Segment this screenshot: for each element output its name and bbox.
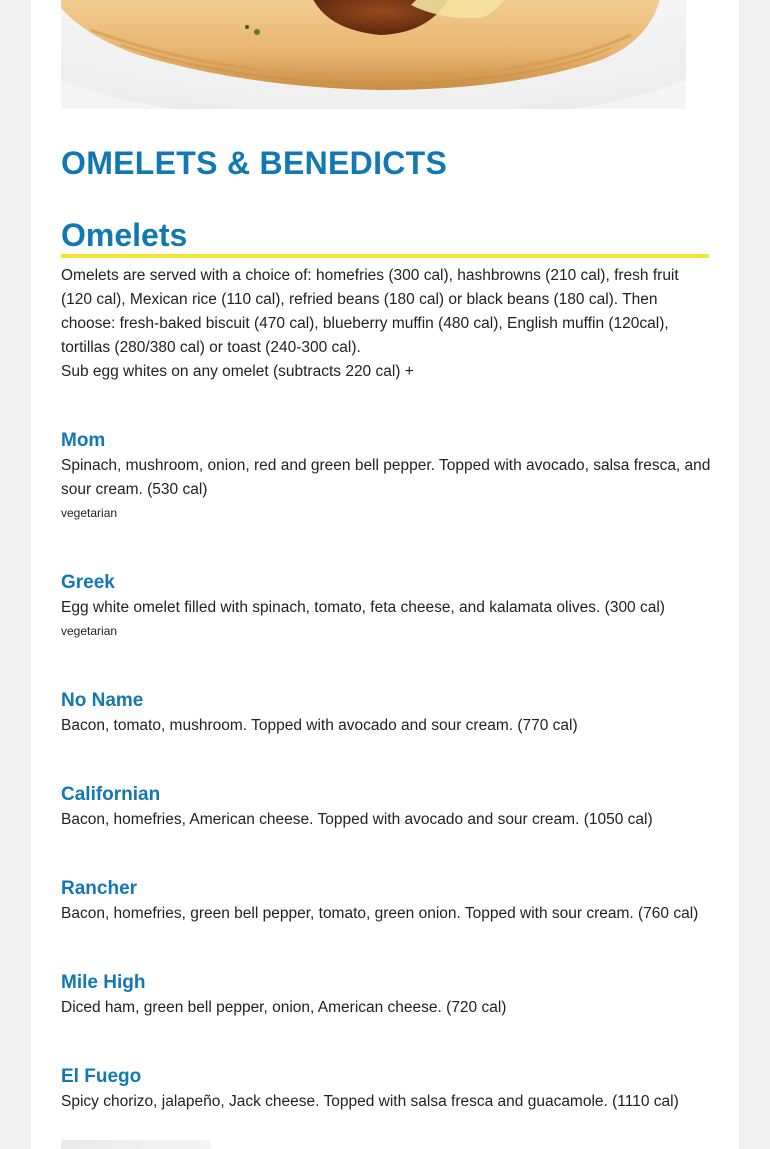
menu-item-name: Mom — [61, 430, 106, 451]
menu-item-name: No Name — [61, 690, 144, 711]
menu-item — [61, 876, 711, 926]
menu-item-desc: Bacon, tomato, mushroom. Topped with avocado and sour cream. (770 cal) — [61, 717, 578, 734]
waffle-photo-icon — [61, 0, 686, 109]
egg-white-note: Sub egg whites on any omelet (subtracts 220 cal) + — [61, 363, 414, 380]
menu-item — [61, 1064, 711, 1114]
menu-item-desc: Bacon, homefries, green bell pepper, tomato, green onion. Topped with sour cream. (760 cal) — [61, 905, 699, 922]
menu-item-name: Rancher — [61, 878, 138, 899]
diet-tag: vegetarian — [61, 624, 118, 638]
menu-item-desc: Egg white omelet filled with spinach, tomato, feta cheese, and kalamata olives. (300 cal) — [61, 599, 665, 616]
menu-item — [61, 970, 711, 1020]
subsection-title: Omelets — [61, 216, 709, 258]
menu-item — [61, 570, 711, 642]
menu-item — [61, 782, 711, 832]
menu-item-name: Greek — [61, 572, 115, 593]
menu-page — [31, 0, 739, 1149]
menu-item-name: El Fuego — [61, 1066, 142, 1087]
menu-item-name: Californian — [61, 784, 161, 805]
section-title: OMELETS & BENEDICTS — [61, 145, 448, 181]
menu-item-desc: Bacon, homefries, American cheese. Topped with avocado and sour cream. (1050 cal) — [61, 811, 653, 828]
menu-item — [61, 688, 711, 738]
menu-item-name: Mile High — [61, 972, 146, 993]
diet-tag: vegetarian — [61, 506, 118, 520]
hero-food-image — [61, 0, 686, 109]
menu-item-desc: Spinach, mushroom, onion, red and green bell pepper. Topped with avocado, salsa fresca, and sour cream. (530 cal) — [61, 457, 711, 498]
subsection-intro — [61, 264, 709, 384]
intro-text: Omelets are served with a choice of: homefries (300 cal), hashbrowns (210 cal), fresh fruit (120 cal), Mexican rice (110 cal), refried beans (180 cal) or black beans (180 cal). Then choose: fresh-baked biscuit (470 cal), blueberry muffin (480 cal), English muffin (120cal), tortillas (280/380 cal) or toast (240-300 cal). — [61, 267, 679, 356]
menu-item — [61, 428, 711, 524]
next-item-cutoff — [61, 1140, 211, 1149]
menu-item-desc: Diced ham, green bell pepper, onion, American cheese. (720 cal) — [61, 999, 507, 1016]
menu-item-desc: Spicy chorizo, jalapeño, Jack cheese. Topped with salsa fresca and guacamole. (1110 cal) — [61, 1093, 679, 1110]
